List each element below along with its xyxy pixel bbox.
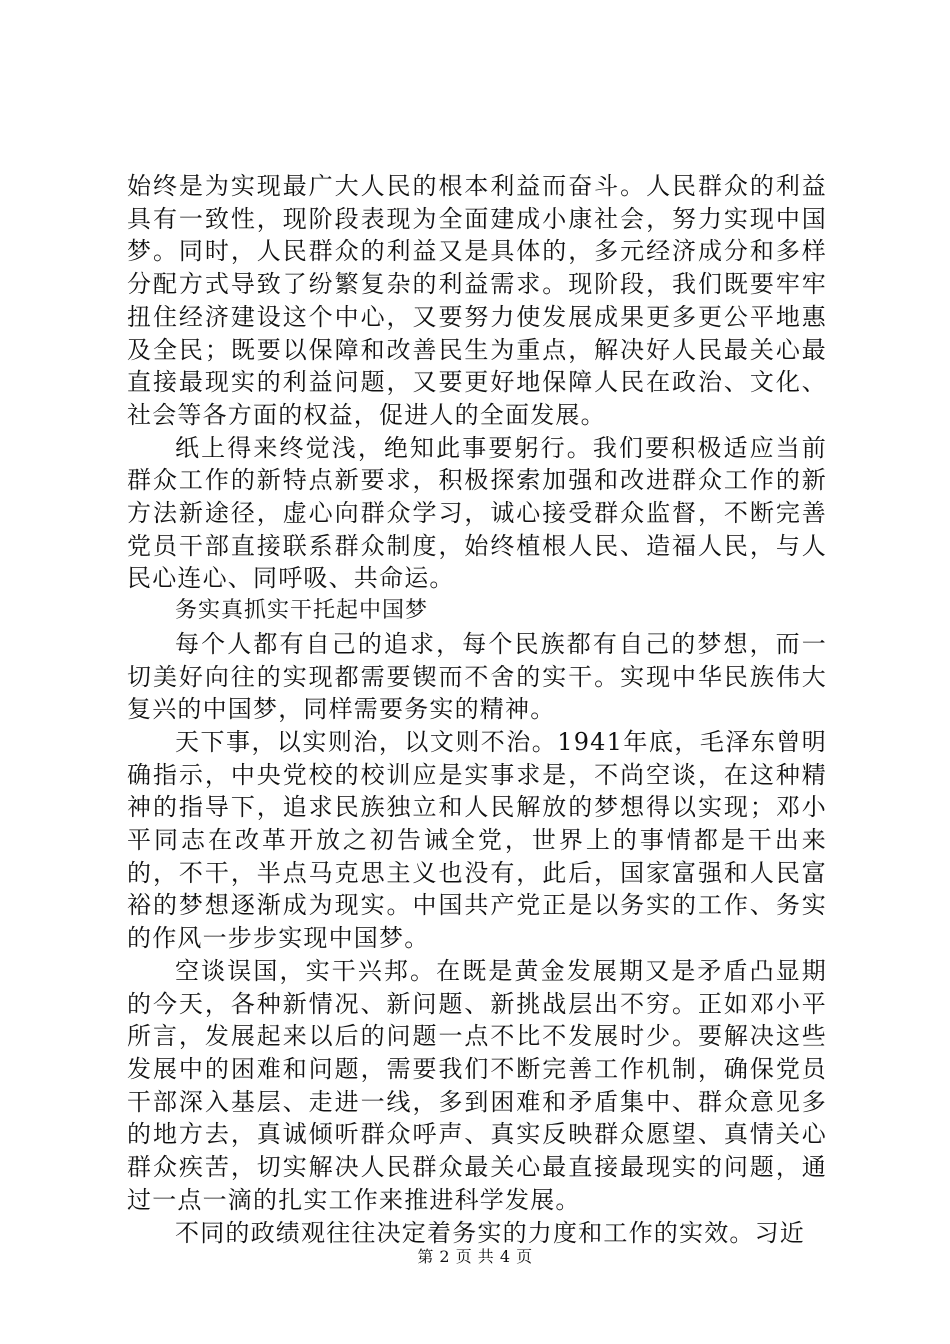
paragraph: 不同的政绩观往往决定着务实的力度和工作的实效。习近 [175,1218,805,1247]
section-heading: 务实真抓实干托起中国梦 [175,598,429,624]
paragraph: 空谈误国，实干兴邦。在既是黄金发展期又是矛盾凸显期的今天，各种新情况、新问题、新挑战层出不穷。正如邓小平所言，发展起来以后的问题一点不比不发展时少。要解决这些发展中的困难和问题，需要我们不断完善工作机制，确保党员干部深入基层、走进一线，多到困难和矛盾集中、群众意见多的地方去，真诚倾听群众呼声、真实反映群众愿望、真情关心群众疾苦，切实解决人民群众最关心最直接最现实的问题，通过一点一滴的扎实工作来推进科学发展。 [127,956,827,1214]
paragraph: 天下事，以实则治，以文则不治。1941年底，毛泽东曾明确指示，中央党校的校训应是实事求是，不尚空谈，在这种精神的指导下，追求民族独立和人民解放的梦想得以实现；邓小平同志在改革开放之初告诫全党，世界上的事情都是干出来的，不干，半点马克思主义也没有，此后，国家富强和人民富裕的梦想逐渐成为现实。中国共产党正是以务实的工作、务实的作风一步步实现中国梦。 [127,727,827,953]
paragraph-continuation: 始终是为实现最广大人民的根本利益而奋斗。人民群众的利益具有一致性，现阶段表现为全面建成小康社会，努力实现中国梦。同时，人民群众的利益又是具体的，多元经济成分和多样分配方式导致了纷繁复杂的利益需求。现阶段，我们既要牢牢扭住经济建设这个中心，又要努力使发展成果更多更公平地惠及全民；既要以保障和改善民生为重点，解决好人民最关心最直接最现实的利益问题，又要更好地保障人民在政治、文化、社会等各方面的权益，促进人的全面发展。 [127,172,827,429]
document-body [127,170,827,1249]
page-number-footer: 第 2 页 共 4 页 [417,1247,533,1266]
paragraph: 纸上得来终觉浅，绝知此事要躬行。我们要积极适应当前群众工作的新特点新要求，积极探索加强和改进群众工作的新方法新途径，虚心向群众学习，诚心接受群众监督，不断完善党员干部直接联系群众制度，始终植根人民、造福人民，与人民心连心、同呼吸、共命运。 [127,433,827,593]
paragraph: 每个人都有自己的追求，每个民族都有自己的梦想，而一切美好向往的实现都需要锲而不舍的实干。实现中华民族伟大复兴的中国梦，同样需要务实的精神。 [127,629,827,724]
